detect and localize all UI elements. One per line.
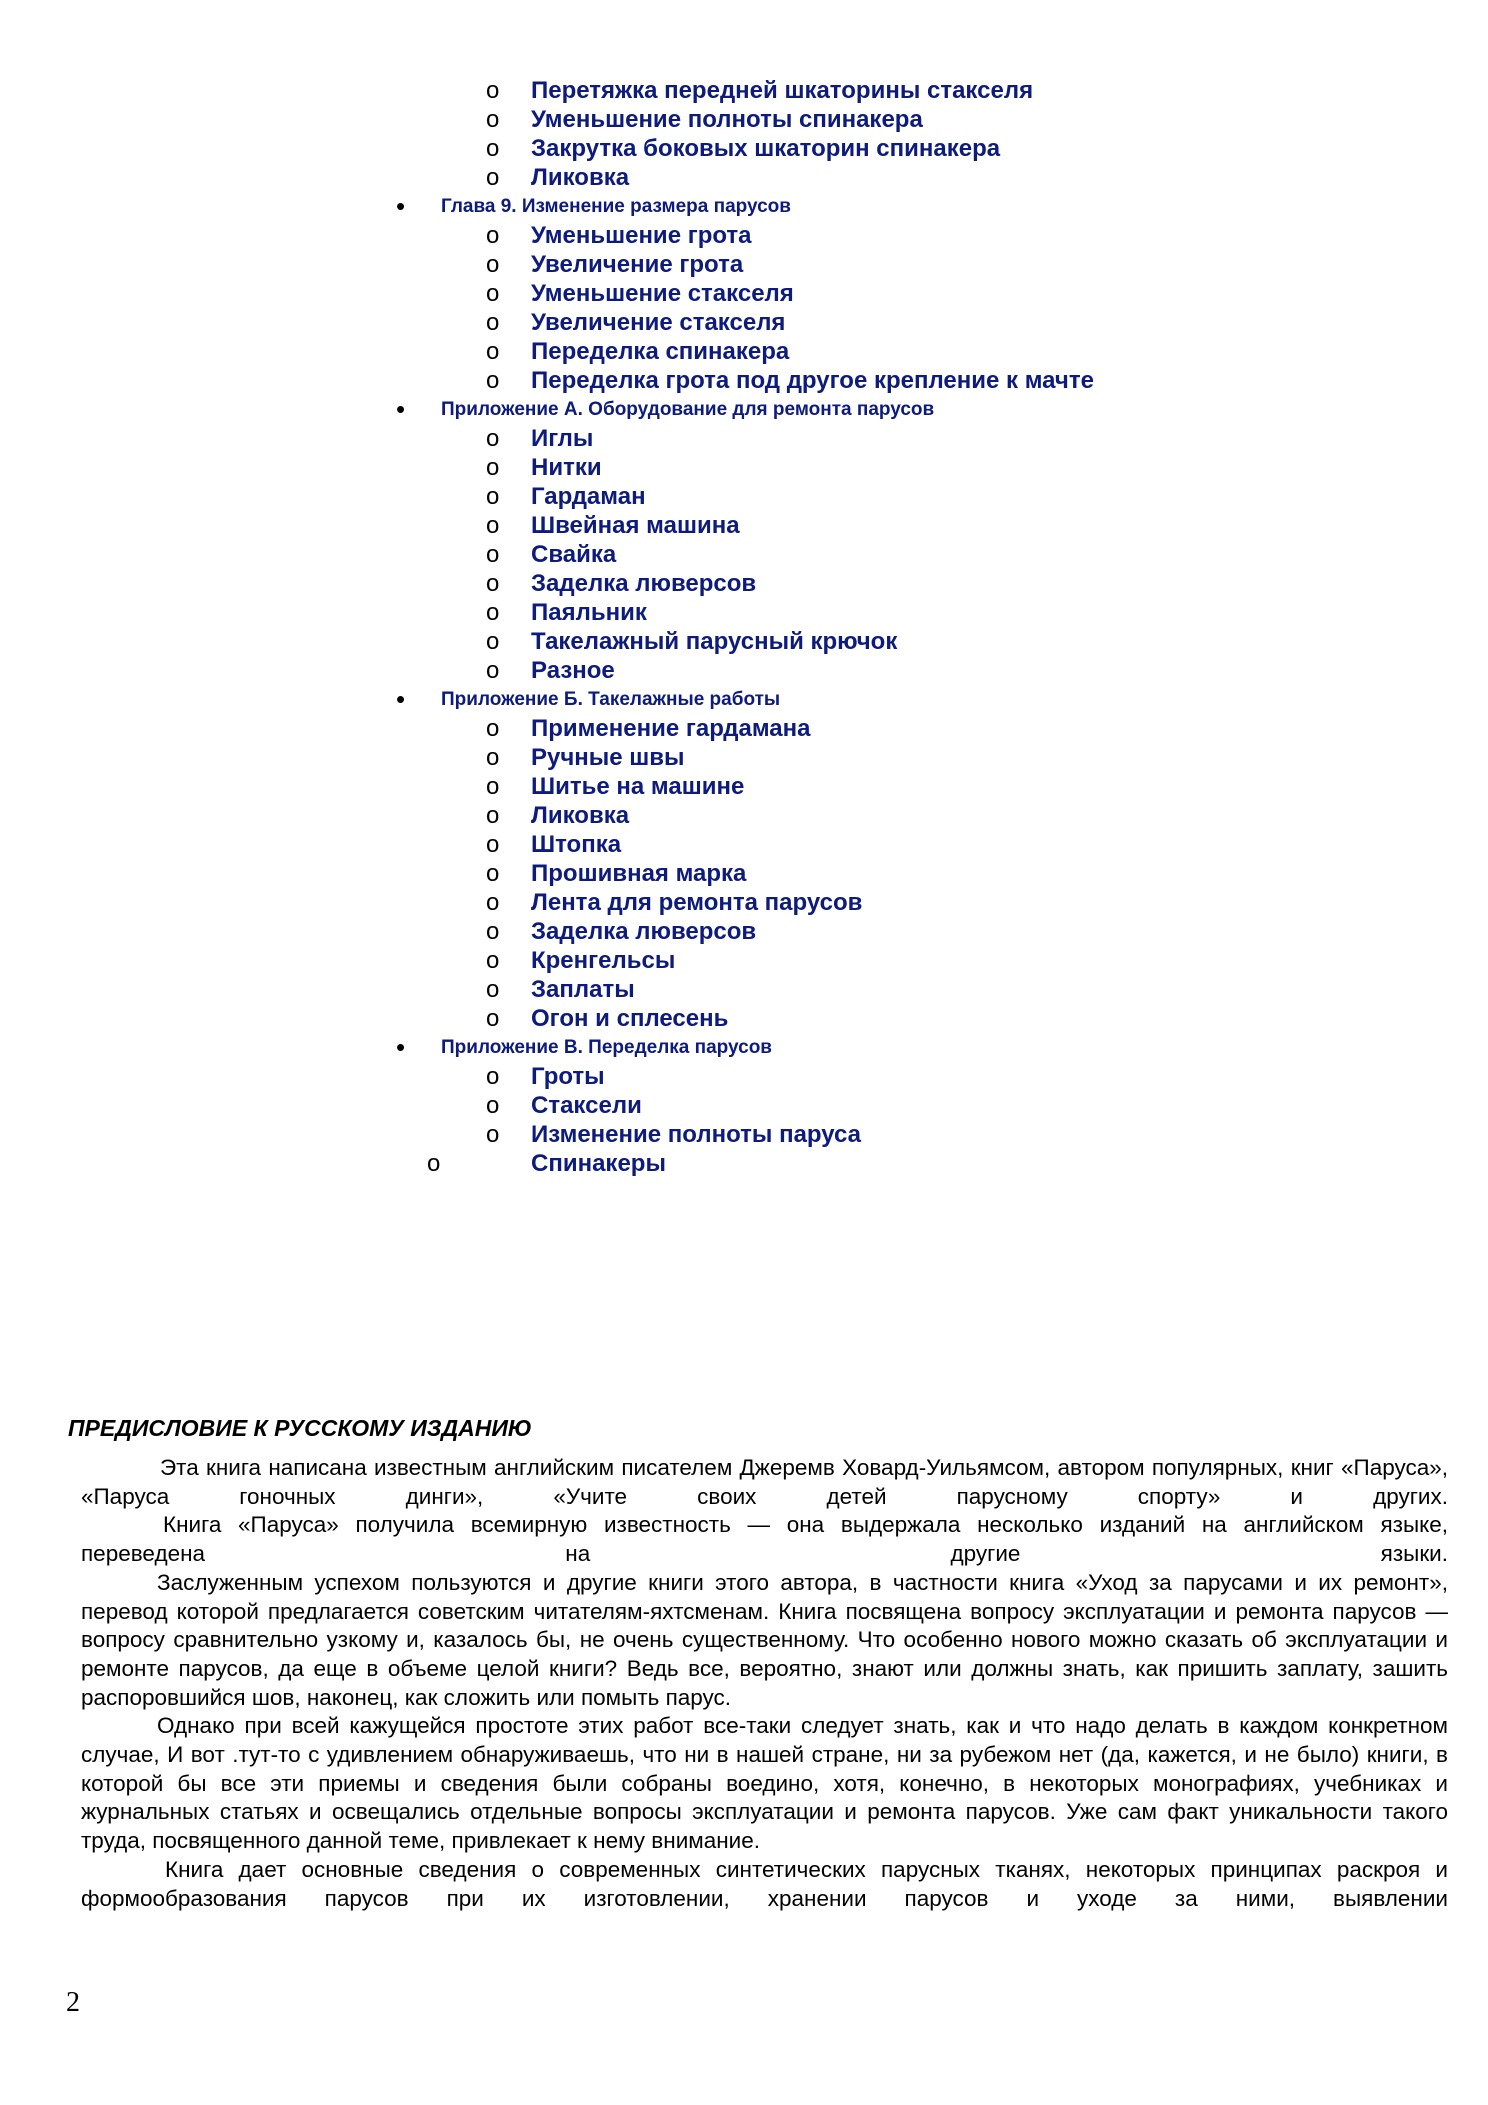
preface-paragraph-3: Заслуженным успехом пользуются и другие книги этого автора, в частности книга «Уход за парусами и их ремонт», перевод которой предлагается советским читателям-яхтсменам. Книга посвящена вопросу эксплуатации и ремонта парусов — вопросу сравнительно узкому и, казалось бы, не очень существенному. Что особенно нового можно сказать об эксплуатации и ремонте парусов, да еще в объеме целой книги? Ведь все, вероятно, знают или должны знать, как пришить заплату, зашить распоровшийся шов, наконец, как сложить или помыть парус. [81, 1569, 1448, 1710]
toc-item[interactable]: o Прошивная марка [486, 860, 747, 887]
table-of-contents [0, 76, 1488, 1178]
toc-item[interactable]: o Штопка [486, 831, 622, 858]
preface-body [81, 1454, 1448, 1913]
toc-item[interactable]: o Уменьшение полноты спинакера [486, 106, 923, 133]
toc-chapter-9[interactable]: • Глава 9. Изменение размера парусов [396, 191, 791, 221]
toc-item[interactable]: o Переделка спинакера [486, 338, 790, 365]
circle-bullet-icon: o [486, 251, 500, 278]
toc-item[interactable]: o Гардаман [486, 483, 646, 510]
toc-item[interactable]: o Кренгельсы [486, 947, 676, 974]
toc-item[interactable]: o Ликовка [486, 164, 630, 191]
bullet-icon: • [396, 394, 406, 424]
toc-item[interactable]: o Огон и сплесень [486, 1005, 729, 1032]
circle-bullet-icon: o [486, 773, 500, 800]
toc-item[interactable]: o Изменение полноты паруса [486, 1121, 861, 1148]
toc-item[interactable]: o Заделка люверсов [486, 570, 757, 597]
circle-bullet-icon: o [486, 715, 500, 742]
circle-bullet-icon: o [486, 164, 500, 191]
toc-item[interactable]: o Паяльник [486, 599, 647, 626]
toc-item[interactable]: o Лента для ремонта парусов [486, 889, 863, 916]
toc-item[interactable]: o Увеличение грота [486, 251, 744, 278]
bullet-icon: • [396, 191, 406, 221]
toc-appendix-a[interactable]: • Приложение А. Оборудование для ремонта парусов [396, 394, 935, 424]
circle-bullet-icon: o [486, 512, 500, 539]
circle-bullet-icon: o [486, 744, 500, 771]
toc-item[interactable]: o Переделка грота под другое крепление к мачте [486, 367, 1094, 394]
toc-item[interactable]: o Применение гардамана [486, 715, 811, 742]
circle-bullet-icon: o [486, 657, 500, 684]
circle-bullet-icon: o [486, 976, 500, 1003]
toc-item[interactable]: o Уменьшение грота [486, 222, 752, 249]
circle-bullet-icon: o [486, 628, 500, 655]
circle-bullet-icon: o [486, 541, 500, 568]
toc-item[interactable]: o Стаксели [486, 1092, 642, 1119]
preface-paragraph-5: Книга дает основные сведения о современных синтетических парусных тканях, некоторых принципах раскроя и формообразования парусов при их изготовлении, хранении парусов и уходе за ними, выявлении [81, 1856, 1448, 1911]
preface-title: ПРЕДИСЛОВИЕ К РУССКОМУ ИЗДАНИЮ [68, 1415, 532, 1441]
toc-item[interactable]: o Разное [486, 657, 615, 684]
toc-item[interactable]: o Заделка люверсов [486, 918, 757, 945]
circle-bullet-icon: o [486, 918, 500, 945]
toc-item[interactable]: o Увеличение стакселя [486, 309, 786, 336]
circle-bullet-icon: o [486, 309, 500, 336]
circle-bullet-icon: o [486, 367, 500, 394]
circle-bullet-icon: o [486, 831, 500, 858]
circle-bullet-icon: o [486, 483, 500, 510]
circle-bullet-icon: o [486, 860, 500, 887]
toc-item[interactable]: o Ликовка [486, 802, 630, 829]
circle-bullet-icon: o [486, 106, 500, 133]
preface-paragraph-2: Книга «Паруса» получила всемирную известность — она выдержала несколько изданий на английском языке, переведена на другие языки. [81, 1512, 1448, 1567]
circle-bullet-icon: o [486, 889, 500, 916]
toc-item[interactable]: o Шитье на машине [486, 773, 745, 800]
circle-bullet-icon: o [486, 454, 500, 481]
toc-item[interactable]: o Ручные швы [486, 744, 685, 771]
circle-bullet-icon: o [486, 1121, 500, 1148]
circle-bullet-icon: o [427, 1150, 441, 1177]
circle-bullet-icon: o [486, 222, 500, 249]
circle-bullet-icon: o [486, 802, 500, 829]
circle-bullet-icon: o [486, 1092, 500, 1119]
toc-appendix-v[interactable]: • Приложение В. Переделка парусов [396, 1032, 772, 1062]
circle-bullet-icon: o [486, 947, 500, 974]
page-number: 2 [66, 1987, 80, 2018]
circle-bullet-icon: o [486, 425, 500, 452]
toc-item[interactable]: o Закрутка боковых шкаторин спинакера [486, 135, 1001, 162]
circle-bullet-icon: o [486, 1063, 500, 1090]
circle-bullet-icon: o [486, 280, 500, 307]
toc-item[interactable]: o Спинакеры [427, 1150, 666, 1177]
toc-item[interactable]: o Гроты [486, 1063, 605, 1090]
preface-paragraph-4: Однако при всей кажущейся простоте этих работ все-таки следует знать, как и что надо делать в каждом конкретном случае, И вот .тут-то с удивлением обнаруживаешь, что ни в нашей стране, ни за рубежом нет (да, кажется, и не было) книги, в которой бы все эти приемы и сведения были собраны воедино, хотя, конечно, в некоторых монографиях, учебниках и журнальных статьях и освещались отдельные вопросы эксплуатации и ремонта парусов. Уже сам факт уникальности такого труда, посвященного данной теме, привлекает к нему внимание. [81, 1713, 1448, 1854]
toc-item[interactable]: o Перетяжка передней шкаторины стакселя [486, 77, 1034, 104]
toc-item[interactable]: o Такелажный парусный крючок [486, 628, 898, 655]
bullet-icon: • [396, 684, 406, 714]
toc-item[interactable]: o Заплаты [486, 976, 635, 1003]
circle-bullet-icon: o [486, 338, 500, 365]
circle-bullet-icon: o [486, 570, 500, 597]
preface-paragraph-1: Эта книга написана известным английским писателем Джеремв Ховард-Уильямсом, автором популярных, книг «Паруса», «Паруса гоночных динги», «Учите своих детей парусному спорту» и других. [81, 1455, 1448, 1509]
bullet-icon: • [396, 1032, 406, 1062]
circle-bullet-icon: o [486, 1005, 500, 1032]
toc-appendix-b[interactable]: • Приложение Б. Такелажные работы [396, 684, 781, 714]
toc-item[interactable]: o Иглы [486, 425, 594, 452]
toc-item[interactable]: o Уменьшение стакселя [486, 280, 794, 307]
toc-item[interactable]: o Нитки [486, 454, 602, 481]
toc-item[interactable]: o Швейная машина [486, 512, 740, 539]
circle-bullet-icon: o [486, 599, 500, 626]
circle-bullet-icon: o [486, 135, 500, 162]
circle-bullet-icon: o [486, 77, 500, 104]
toc-item[interactable]: o Свайка [486, 541, 617, 568]
